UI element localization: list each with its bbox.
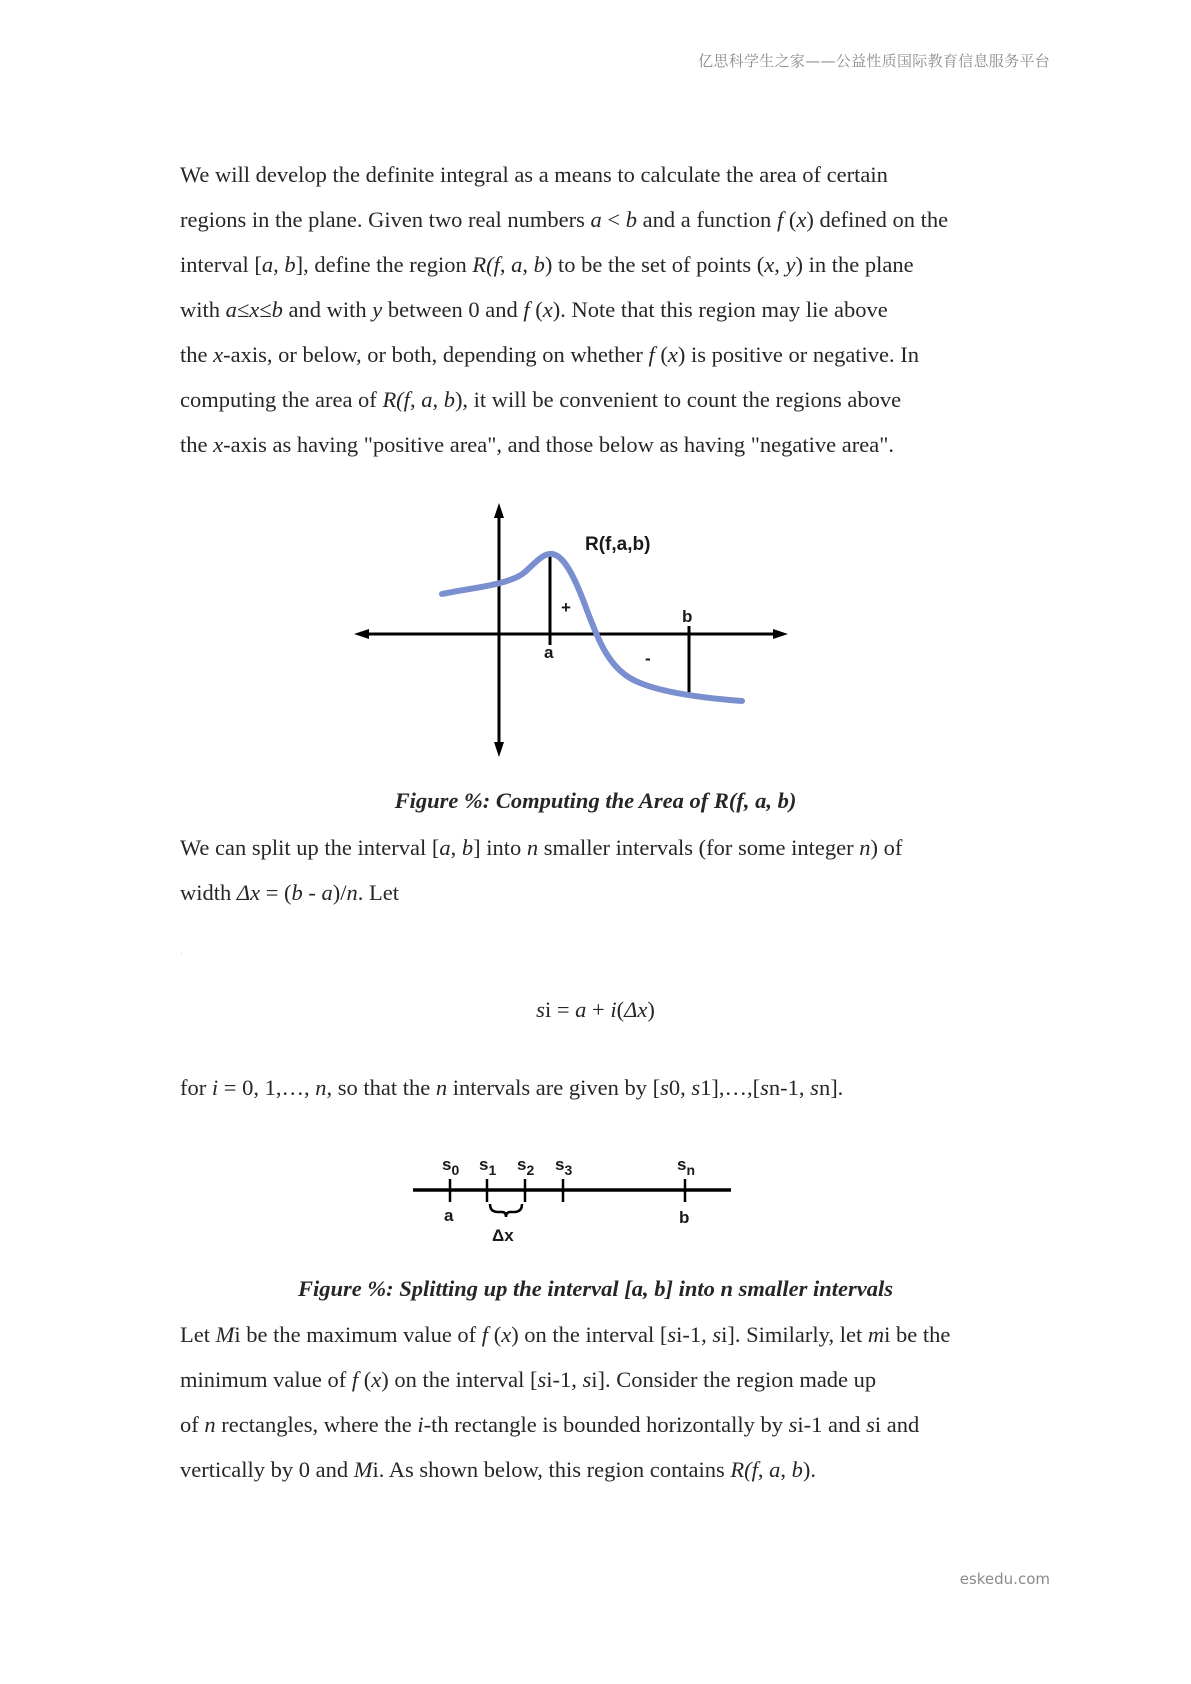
site-header-slogan: 亿思科学生之家——公益性质国际教育信息服务平台	[698, 52, 1050, 70]
label-b: b	[679, 1208, 690, 1227]
figure2-caption: Figure %: Splitting up the interval [a, b] into n smaller intervals	[297, 1276, 894, 1301]
y-axis-arrow-down-icon	[494, 742, 504, 757]
tick-label-s0: $s_0$	[442, 1155, 460, 1178]
text-line: for i = 0, 1,…, n, so that the n intervals are given by [s0, s1],…,[sn-1, sn].	[180, 1075, 844, 1100]
site-footer-domain: eskedu.com	[959, 1570, 1050, 1588]
text-line: Let Mi be the maximum value of f (x) on the interval [si-1, si]. Similarly, let mi be the	[180, 1322, 951, 1347]
stray-dot	[181, 953, 182, 954]
text-line: regions in the plane. Given two real numbers a < b and a function f (x) defined on the	[180, 207, 949, 232]
figure1-caption: Figure %: Computing the Area of R(f, a, b)	[394, 788, 797, 813]
text-line: interval [a, b], define the region R(f, a, b) to be the set of points (x, y) in the plane	[180, 252, 914, 277]
tick-label-s3: $s_3$	[555, 1155, 573, 1178]
text-line: width Δx = (b - a)/n. Let	[180, 880, 400, 905]
label-a: a	[444, 1206, 454, 1225]
label-b: b	[682, 607, 693, 626]
x-axis-arrow-right-icon	[773, 629, 788, 639]
text-line: the x-axis as having "positive area", and those below as having "negative area".	[180, 432, 895, 457]
delta-brace-icon	[490, 1204, 522, 1217]
text-line: vertically by 0 and Mi. As shown below, this region contains R(f, a, b).	[180, 1457, 816, 1482]
region-label: R(f,a,b)	[585, 534, 651, 555]
text-line: minimum value of f (x) on the interval [si-1, si]. Consider the region made up	[180, 1367, 877, 1392]
text-line: We can split up the interval [a, b] into n smaller intervals (for some integer n) of	[180, 835, 903, 860]
tick-label-sn: $s_n$	[677, 1155, 696, 1178]
text-line: with a≤x≤b and with y between 0 and f (x). Note that this region may lie above	[180, 297, 888, 322]
text-line: of n rectangles, where the i-th rectangle is bounded horizontally by si-1 and si and	[180, 1412, 920, 1437]
delta-x-label: Δx	[492, 1226, 514, 1245]
tick-label-s1: $s_1$	[479, 1155, 497, 1178]
y-axis-arrow-up-icon	[494, 503, 504, 518]
label-a: a	[544, 643, 554, 662]
positive-sign: +	[561, 598, 571, 617]
formula-si: si = a + i(Δx)	[536, 997, 655, 1022]
text-line: computing the area of R(f, a, b), it will be convenient to count the regions above	[180, 387, 902, 412]
function-curve	[442, 554, 742, 701]
text-line: We will develop the definite integral as a means to calculate the area of certain	[180, 162, 888, 187]
figure-interval-diagram	[413, 1155, 731, 1245]
text-line: the x-axis, or below, or both, depending on whether f (x) is positive or negative. In	[180, 342, 920, 367]
figure-area-diagram	[354, 503, 788, 757]
negative-sign: -	[645, 649, 651, 668]
tick-label-s2: $s_2$	[517, 1155, 535, 1178]
x-axis-arrow-left-icon	[354, 629, 369, 639]
